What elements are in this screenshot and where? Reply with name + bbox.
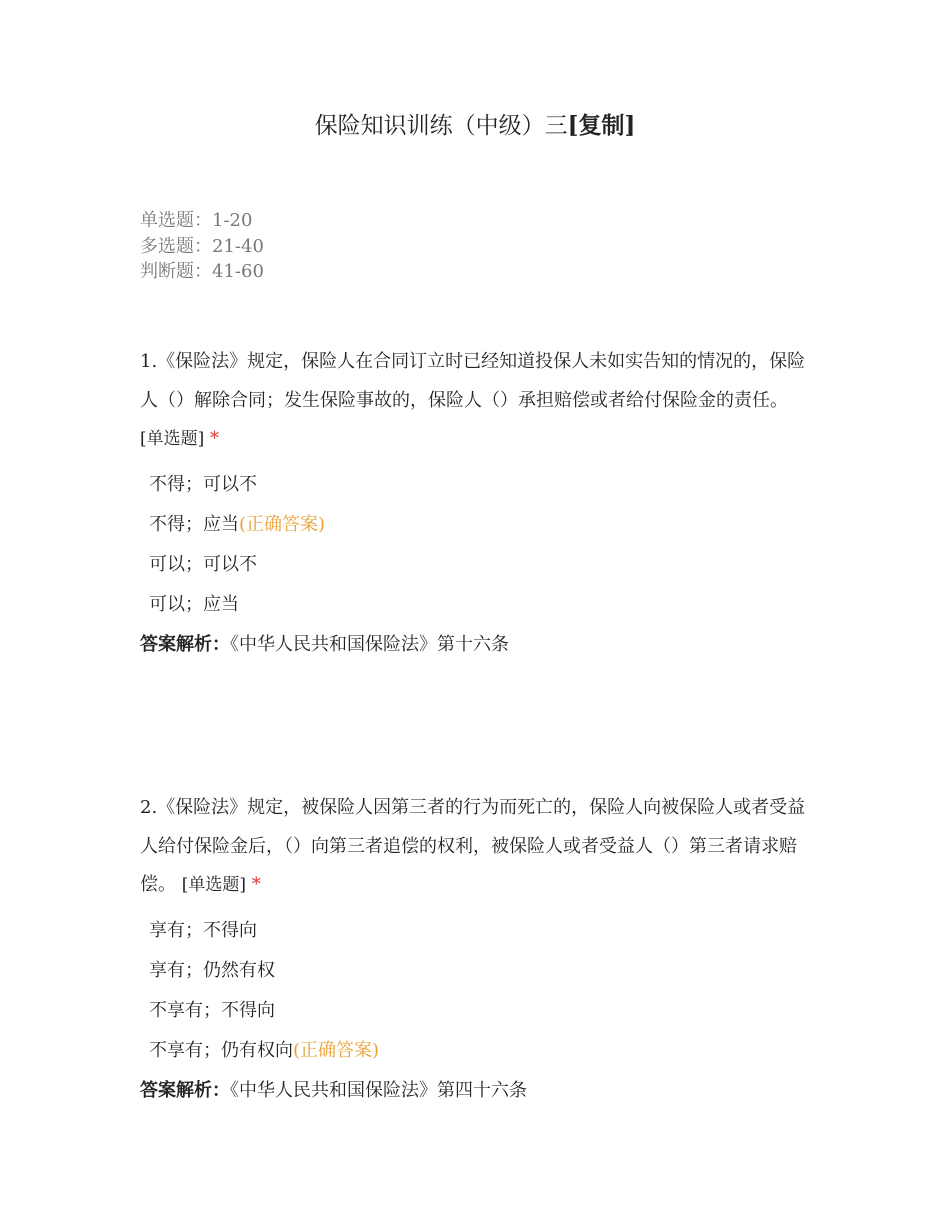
question-body: 《保险法》规定，保险人在合同订立时已经知道投保人未如实告知的情况的，保险人（）解除合同；发生保险事故的，保险人（）承担赔偿或者给付保险金的责任。 <box>140 351 806 411</box>
option-item[interactable] <box>140 991 815 1031</box>
question-1 <box>140 343 815 665</box>
option-label: 不得；应当 <box>149 513 239 535</box>
answer-analysis <box>140 625 815 665</box>
question-body: 《保险法》规定，被保险人因第三者的行为而死亡的，保险人向被保险人或者受益人给付保险金后，（）向第三者追偿的权利，被保险人或者受益人（）第三者请求赔偿。 <box>140 797 806 895</box>
option-item[interactable] <box>140 545 815 585</box>
option-item[interactable] <box>140 585 815 625</box>
range-label: 多选题： <box>140 235 212 257</box>
analysis-label: 答案解析： <box>140 1079 230 1101</box>
option-item[interactable] <box>140 505 815 545</box>
range-single <box>140 208 264 234</box>
option-label: 享有；不得向 <box>149 919 257 941</box>
answer-analysis <box>140 1071 815 1111</box>
option-label: 不享有；仍有权向 <box>149 1039 293 1061</box>
correct-answer-tag: (正确答案) <box>293 1039 380 1061</box>
option-label: 不得；可以不 <box>149 473 257 495</box>
question-text <box>140 343 815 459</box>
question-number: 1. <box>140 351 158 372</box>
range-value: 41-60 <box>212 261 264 282</box>
analysis-text: 《中华人民共和国保险法》第十六条 <box>230 633 509 655</box>
option-item[interactable] <box>140 465 815 505</box>
option-label: 享有；仍然有权 <box>149 959 275 981</box>
range-value: 1-20 <box>212 210 253 231</box>
option-item[interactable] <box>140 1031 815 1071</box>
question-type: [单选题] <box>140 429 205 449</box>
question-type: [单选题] <box>181 875 246 895</box>
analysis-text: 《中华人民共和国保险法》第四十六条 <box>230 1079 527 1101</box>
option-item[interactable] <box>140 911 815 951</box>
option-label: 不享有；不得向 <box>149 999 275 1021</box>
required-mark: * <box>251 874 261 895</box>
range-judgement <box>140 259 264 285</box>
option-list <box>140 465 815 625</box>
question-ranges <box>140 208 264 285</box>
required-mark: * <box>210 428 219 449</box>
option-label: 可以；可以不 <box>149 553 257 575</box>
correct-answer-tag: (正确答案) <box>239 513 326 535</box>
option-item[interactable] <box>140 951 815 991</box>
title-suffix: [复制] <box>567 112 636 139</box>
range-label: 判断题： <box>140 261 212 282</box>
analysis-label: 答案解析： <box>140 633 230 655</box>
title-main: 保险知识训练（中级）三 <box>314 113 568 139</box>
page-title <box>0 110 950 142</box>
range-label: 单选题： <box>140 210 212 231</box>
range-value: 21-40 <box>212 235 264 257</box>
question-number: 2. <box>140 797 158 818</box>
question-2 <box>140 789 815 1111</box>
option-list <box>140 911 815 1071</box>
range-multiple <box>140 234 264 260</box>
option-label: 可以；应当 <box>149 593 239 615</box>
question-text <box>140 789 815 905</box>
